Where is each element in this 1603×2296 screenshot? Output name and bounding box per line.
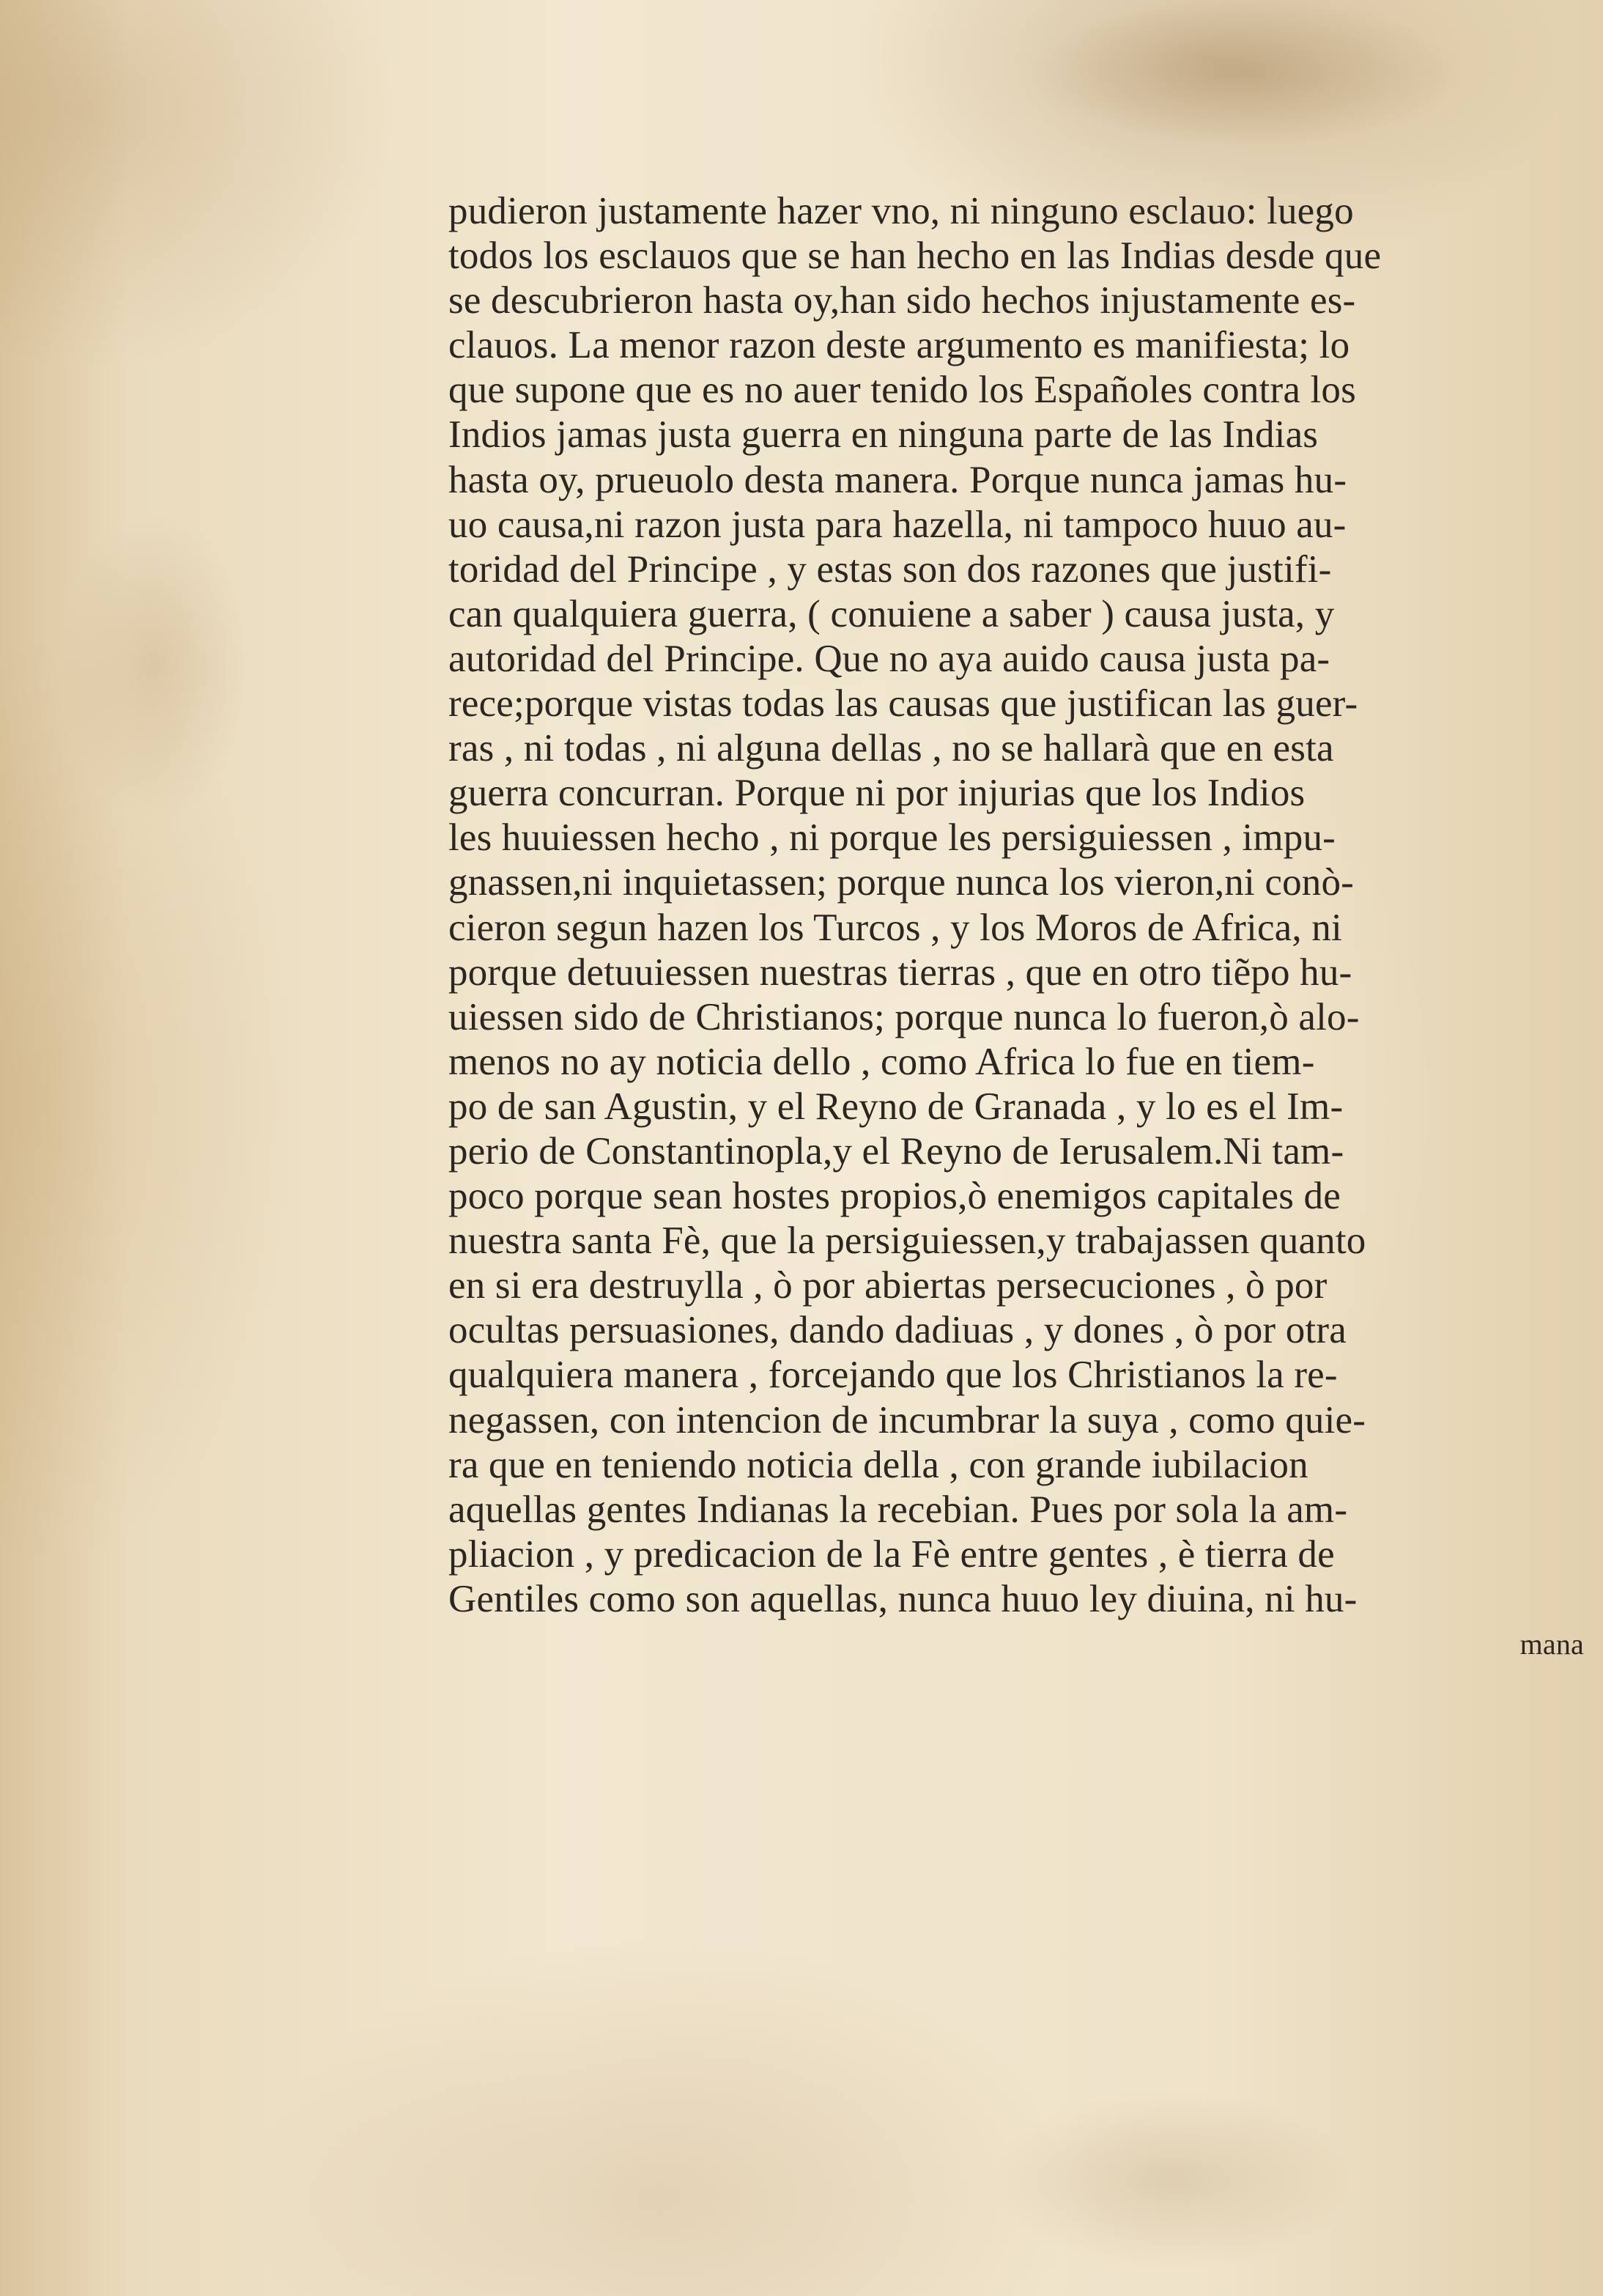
text-line-14: guerra concurran. Porque ni por injurias que los Indios — [448, 772, 1306, 815]
text-line-21: po de san Agustin, y el Reyno de Granada , y lo es el Im- — [448, 1085, 1344, 1128]
text-line-5: que supone que es no auer tenido los Españoles contra los — [448, 369, 1356, 412]
text-line-4: clauos. La menor razon deste argumento es manifiesta; lo — [448, 324, 1350, 367]
paper-stain — [989, 2089, 1355, 2272]
text-line-12: rece;porque vistas todas las causas que justifican las guer- — [448, 682, 1358, 726]
text-line-20: menos no ay noticia dello , como Africa lo fue en tiem- — [448, 1040, 1315, 1083]
text-line-10: can qualquiera guerra, ( conuiene a saber ) causa justa, y — [448, 592, 1335, 635]
text-line-8: uo causa,ni razon justa para hazella, ni tampoco huuo au- — [448, 503, 1347, 546]
text-line-18: porque detuuiessen nuestras tierras , que en otro tiẽpo hu- — [448, 950, 1352, 994]
text-line-30: aquellas gentes Indianas la recebian. Pues por sola la am- — [448, 1488, 1348, 1531]
text-line-26: ocultas persuasiones, dando dadiuas , y dones , ò por otra — [448, 1309, 1347, 1352]
text-line-17: cieron segun hazen los Turcos , y los Moros de Africa, ni — [448, 906, 1342, 949]
text-line-13: ras , ni todas , ni alguna dellas , no se hallarà que en esta — [448, 727, 1334, 770]
catchword: mana — [1519, 1628, 1584, 1661]
text-line-25: en si era destruylla , ò por abiertas persecuciones , ò por — [448, 1264, 1328, 1307]
text-line-28: negassen, con intencion de incumbrar la suya , como quie- — [448, 1398, 1366, 1442]
text-line-32: Gentiles como son aquellas, nunca huuo ley diuina, ni hu- — [448, 1577, 1358, 1620]
text-line-22: perio de Constantinopla,y el Reyno de Ierusalem.Ni tam- — [448, 1129, 1344, 1173]
page-body-text — [448, 189, 1593, 1666]
text-line-29: ra que en teniendo noticia della , con grande iubilacion — [448, 1443, 1308, 1486]
text-line-6: Indios jamas justa guerra en ninguna parte de las Indias — [448, 413, 1319, 457]
text-line-7: hasta oy, prueuolo desta manera. Porque nunca jamas hu- — [448, 458, 1347, 501]
text-line-23: poco porque sean hostes propios,ò enemigos capitales de — [448, 1175, 1341, 1218]
text-line-3: se descubrieron hasta oy,han sido hechos injustamente es- — [448, 279, 1356, 322]
text-line-15: les huuiessen hecho , ni porque les persiguiessen , impu- — [448, 816, 1336, 860]
paper-stain — [1026, 0, 1465, 147]
paper-stain — [59, 513, 249, 821]
text-line-2: todos los esclauos que se han hecho en las Indias desde que — [448, 235, 1382, 278]
text-line-19: uiessen sido de Christianos; porque nunca lo fueron,ò alo- — [448, 995, 1360, 1038]
text-line-1: pudieron justamente hazer vno, ni ninguno esclauo: luego — [448, 190, 1354, 232]
text-line-11: autoridad del Principe. Que no aya auido causa justa pa- — [448, 637, 1330, 680]
text-line-27: qualquiera manera , forcejando que los Christianos la re- — [448, 1354, 1338, 1397]
text-line-24: nuestra santa Fè, que la persiguiessen,y trabajassen quanto — [448, 1219, 1366, 1263]
text-line-31: pliacion , y predicacion de la Fè entre gentes , è tierra de — [448, 1532, 1335, 1576]
text-line-9: toridad del Principe , y estas son dos razones que justifi- — [448, 547, 1332, 591]
text-line-16: gnassen,ni inquietassen; porque nunca los vieron,ni conò- — [448, 861, 1355, 904]
